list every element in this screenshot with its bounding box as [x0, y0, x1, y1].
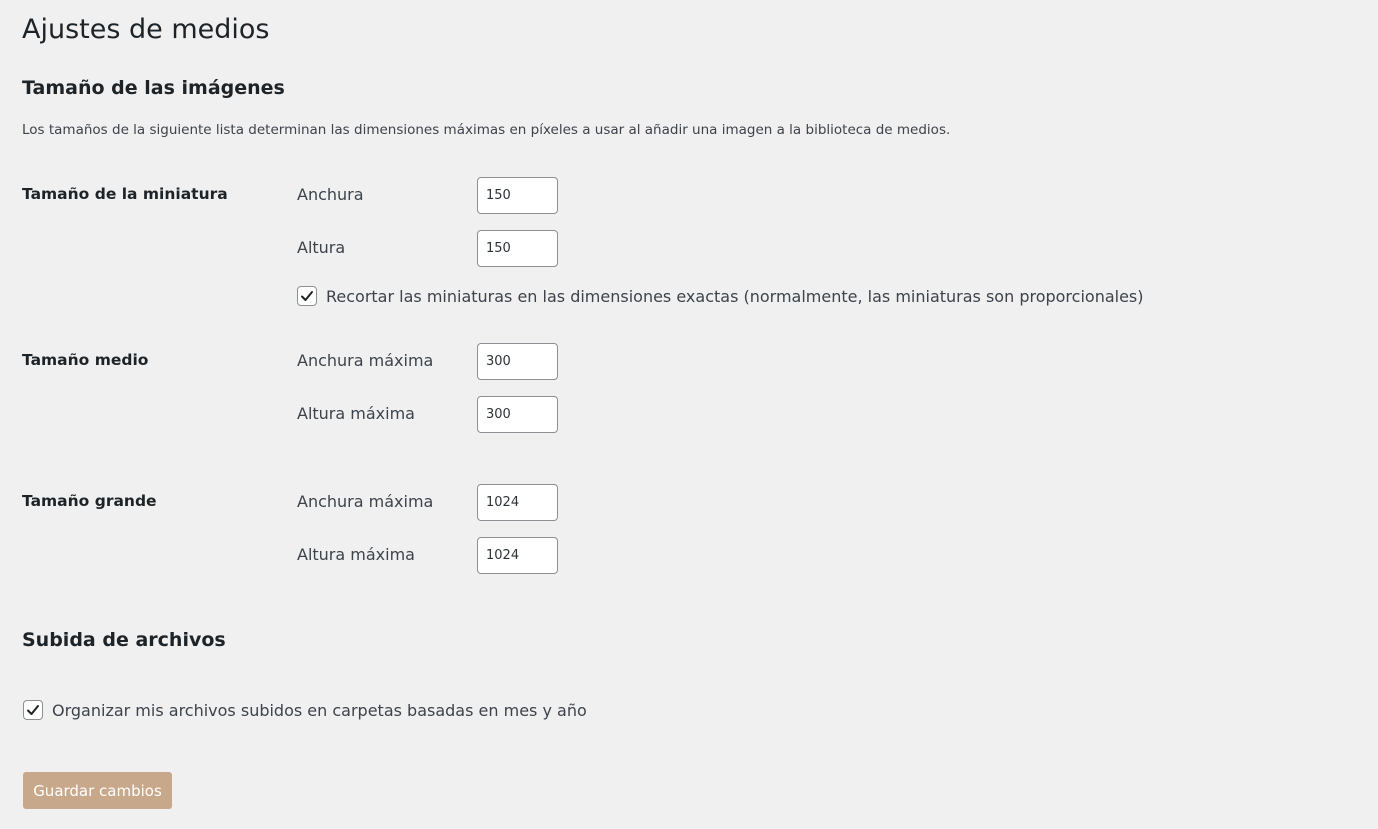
organize-uploads-label[interactable]: Organizar mis archivos subidos en carpetas basadas en mes y año: [52, 700, 587, 720]
save-changes-button[interactable]: Guardar cambios: [23, 772, 172, 809]
page-title: Ajustes de medios: [22, 14, 270, 45]
thumbnail-crop-label[interactable]: Recortar las miniaturas en las dimensiones exactas (normalmente, las miniaturas son proporcionales): [326, 286, 1144, 306]
checkmark-icon: [300, 289, 314, 303]
medium-size-label: Tamaño medio: [22, 351, 149, 369]
image-sizes-description: Los tamaños de la siguiente lista determinan las dimensiones máximas en píxeles a usar al añadir una imagen a la biblioteca de medios.: [22, 122, 951, 138]
uploads-heading: Subida de archivos: [22, 629, 226, 651]
thumbnail-size-label: Tamaño de la miniatura: [22, 185, 228, 203]
medium-width-label: Anchura máxima: [297, 351, 434, 370]
organize-uploads-row[interactable]: [23, 700, 587, 720]
thumbnail-width-label: Anchura: [297, 185, 364, 204]
thumbnail-crop-checkbox[interactable]: [297, 286, 317, 306]
large-size-label: Tamaño grande: [22, 492, 157, 510]
thumbnail-height-label: Altura: [297, 238, 346, 257]
thumbnail-width-input[interactable]: [477, 177, 558, 214]
organize-uploads-checkbox[interactable]: [23, 700, 43, 720]
large-height-label: Altura máxima: [297, 545, 415, 564]
medium-height-input[interactable]: [477, 396, 558, 433]
thumbnail-crop-row[interactable]: [297, 286, 1144, 306]
medium-height-label: Altura máxima: [297, 404, 415, 423]
thumbnail-height-input[interactable]: [477, 230, 558, 267]
large-height-input[interactable]: [477, 537, 558, 574]
large-width-label: Anchura máxima: [297, 492, 434, 511]
medium-width-input[interactable]: [477, 343, 558, 380]
checkmark-icon: [26, 703, 40, 717]
large-width-input[interactable]: [477, 484, 558, 521]
image-sizes-heading: Tamaño de las imágenes: [22, 77, 285, 99]
